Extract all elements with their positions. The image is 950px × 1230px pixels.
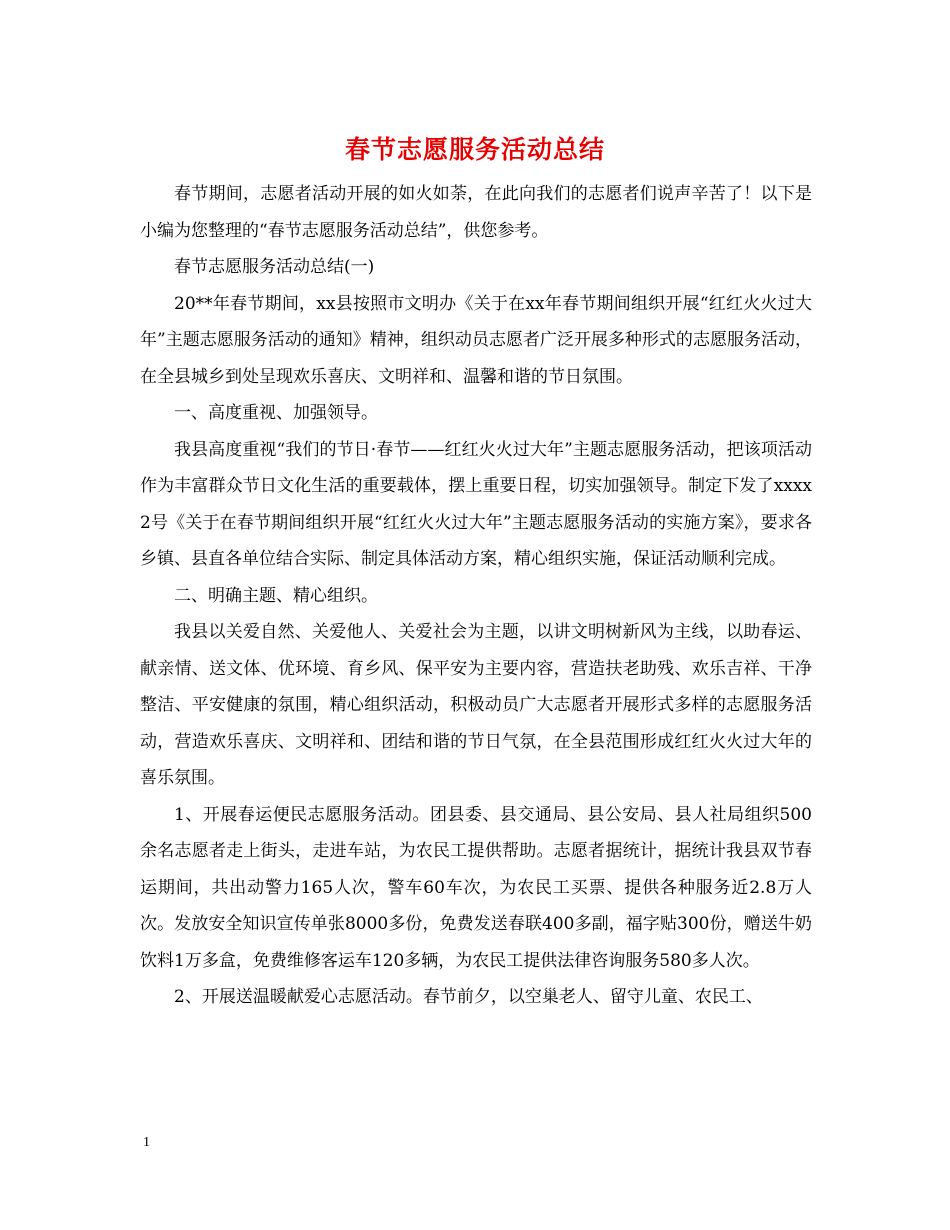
spring-transport-paragraph: 1、开展春运便民志愿服务活动。团县委、县交通局、县公安局、县人社局组织500余名志愿者走上街头，走进车站，为农民工提供帮助。志愿者据统计，据统计我县双节春运期间，共出动警力165人次，警车60车次，为农民工买票、提供各种服务近2.8万人次。发放安全知识宣传单张8000多份，免费发送春联400多副，福字贴300份，赠送牛奶饮料1万多盒，免费维修客运车120多辆，为农民工提供法律咨询服务580多人次。 [140, 804, 812, 971]
document-title: 春节志愿服务活动总结 [344, 135, 605, 164]
section-heading-one: 春节志愿服务活动总结(一) [174, 257, 375, 277]
leadership-paragraph: 我县高度重视“我们的节日·春节——红红火火过大年”主题志愿服务活动，把该项活动作为丰富群众节日文化生活的重要载体，摆上重要日程，切实加强领导。制定下发了xxxx2号《关于在春节期间组织开展“红红火火过大年”主题志愿服务活动的实施方案》，要求各乡镇、县直各单位结合实际、制定具体活动方案，精心组织实施，保证活动顺利完成。 [140, 439, 812, 569]
heading-leadership: 一、高度重视、加强领导。 [174, 403, 378, 423]
document-body [140, 176, 812, 1016]
intro-paragraph: 春节期间，志愿者活动开展的如火如荼，在此向我们的志愿者们说声辛苦了！以下是小编为您整理的“春节志愿服务活动总结”，供您参考。 [140, 184, 812, 241]
background-paragraph: 20**年春节期间，xx县按照市文明办《关于在xx年春节期间组织开展“红红火火过大年”主题志愿服务活动的通知》精神，组织动员志愿者广泛开展多种形式的志愿服务活动，在全县城乡到处呈现欢乐喜庆、文明祥和、温馨和谐的节日氛围。 [140, 293, 812, 387]
page-number: 1 [143, 1135, 150, 1150]
warmth-activity-paragraph: 2、开展送温暖献爱心志愿活动。春节前夕，以空巢老人、留守儿童、农民工、 [174, 987, 763, 1007]
theme-paragraph: 我县以关爱自然、关爱他人、关爱社会为主题，以讲文明树新风为主线，以助春运、献亲情、送文体、优环境、育乡风、保平安为主要内容，营造扶老助残、欢乐吉祥、干净整洁、平安健康的氛围，精心组织活动，积极动员广大志愿者开展形式多样的志愿服务活动，营造欢乐喜庆、文明祥和、团结和谐的节日气氛，在全县范围形成红红火火过大年的喜乐氛围。 [140, 622, 812, 788]
heading-theme: 二、明确主题、精心组织。 [174, 585, 378, 606]
